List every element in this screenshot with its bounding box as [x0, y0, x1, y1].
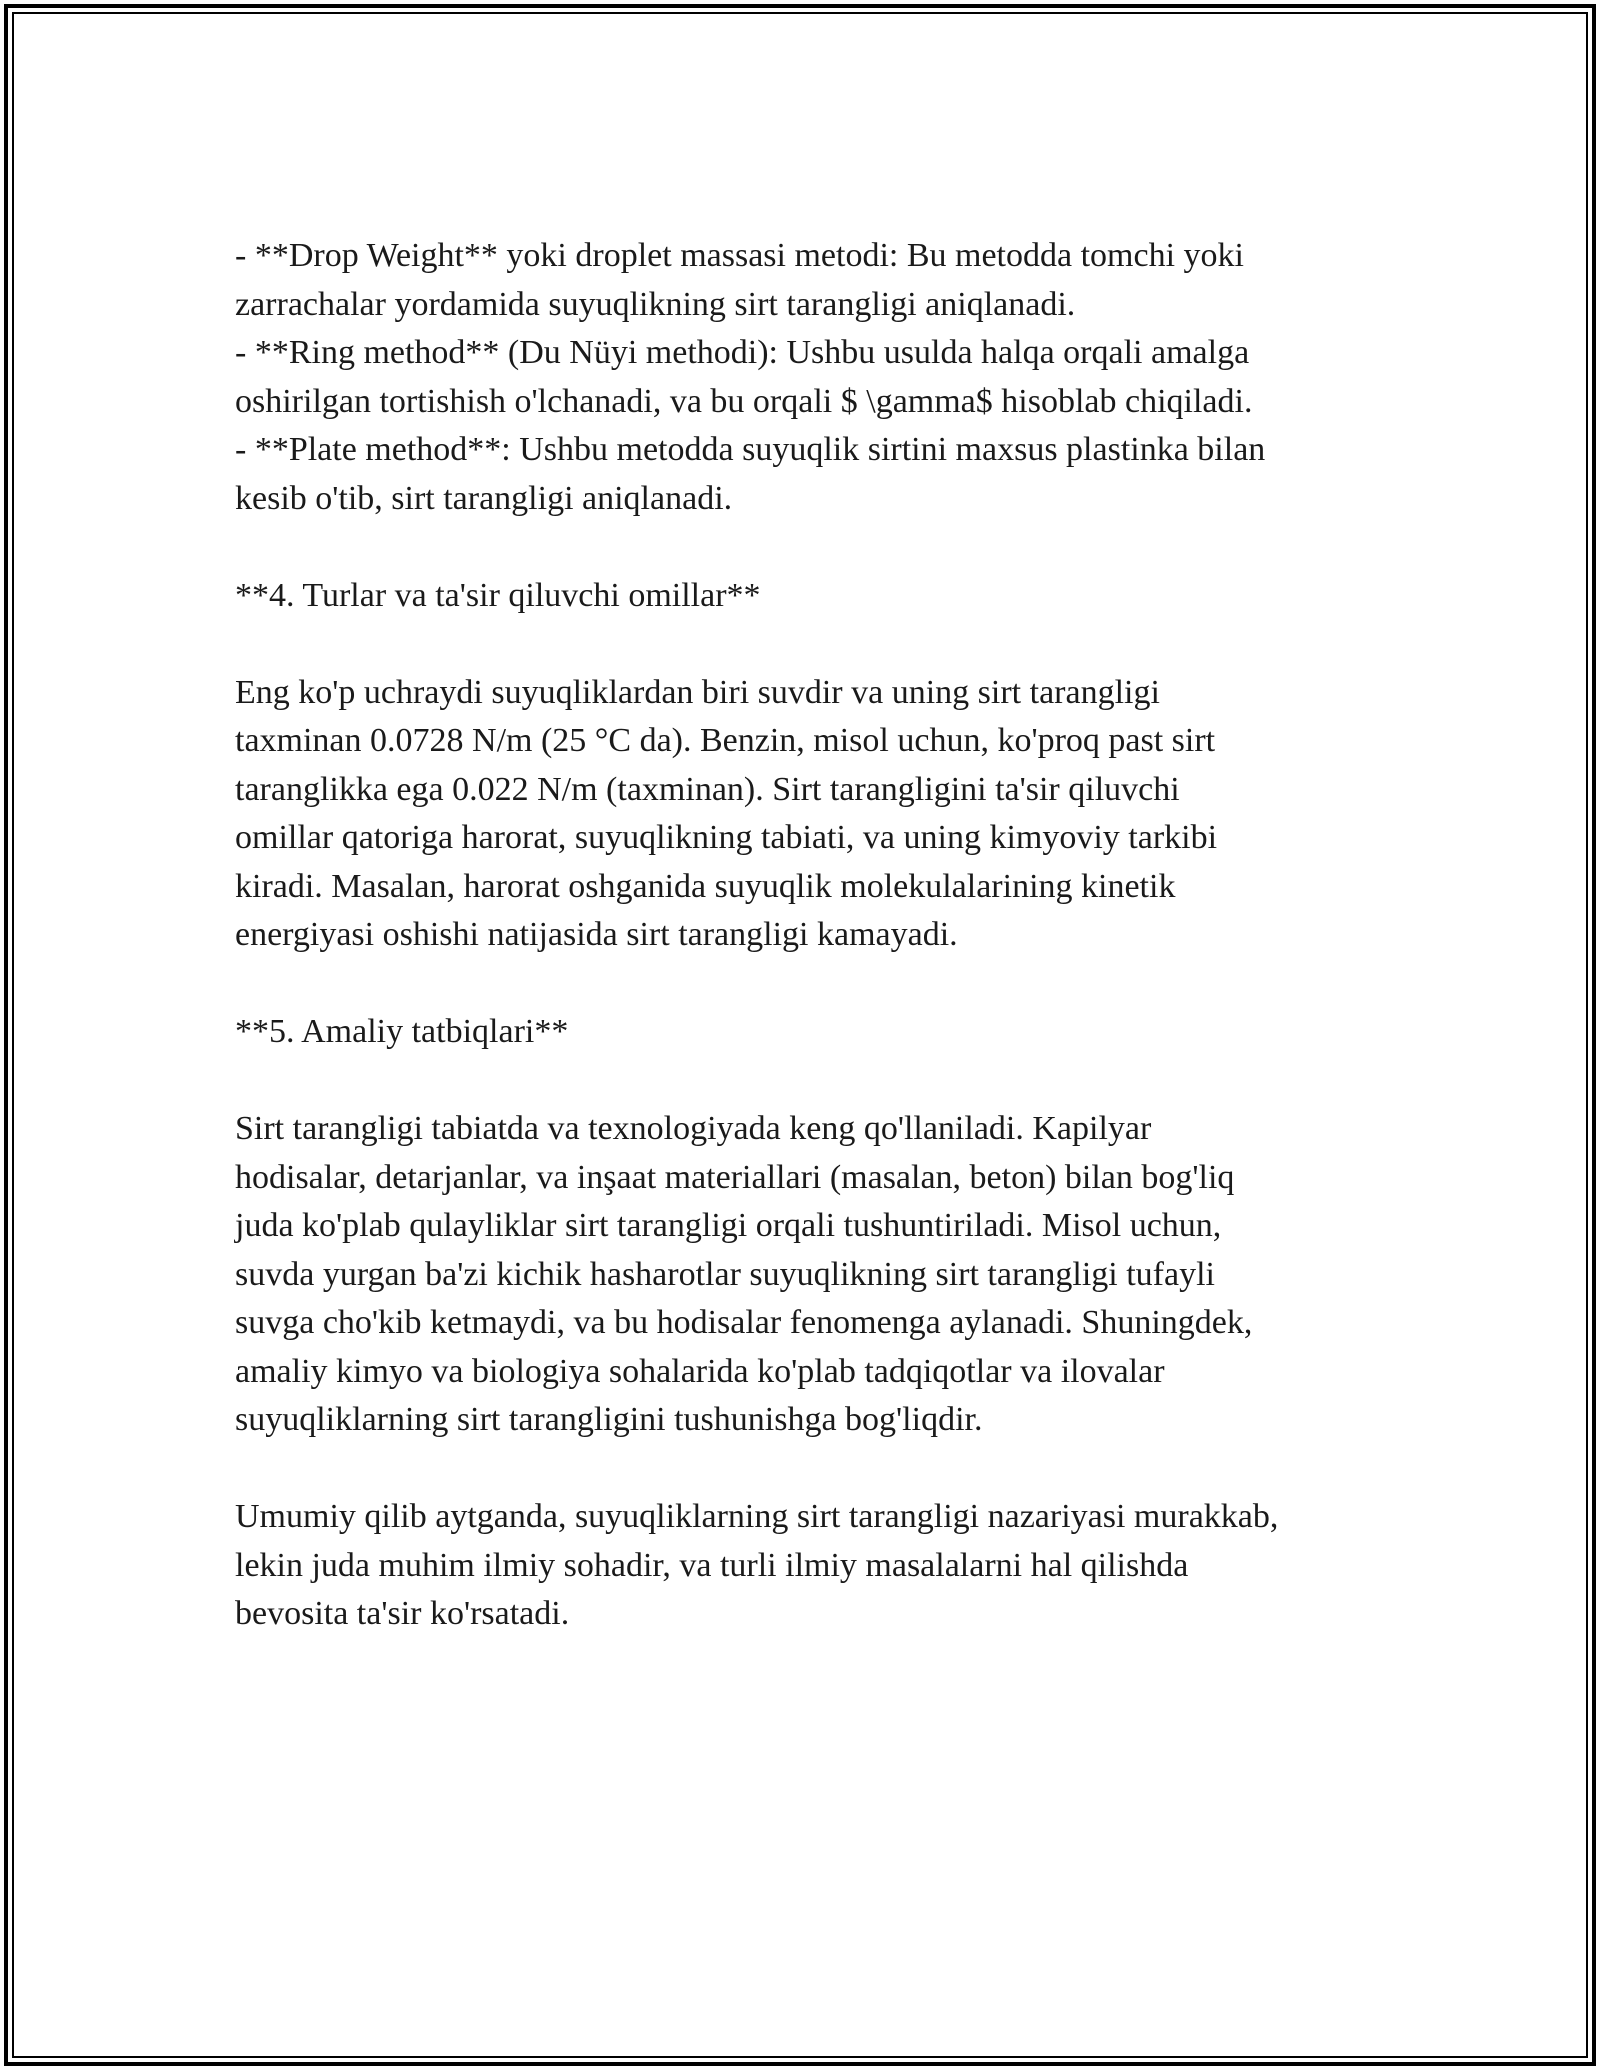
text-line: omillar qatoriga harorat, suyuqlikning tabiati, va uning kimyoviy tarkibi: [235, 819, 1218, 856]
text-line: Eng ko'p uchraydi suyuqliklardan biri suvdir va uning sirt tarangligi: [235, 673, 1160, 711]
text-line: Umumiy qilib aytganda, suyuqliklarning sirt tarangligi nazariyasi murakkab,: [235, 1498, 1279, 1535]
text-line: energiyasi oshishi natijasida sirt tarangligi kamayadi.: [235, 916, 958, 953]
paragraph-gap: [235, 620, 1385, 669]
text-line: zarrachalar yordamida suyuqlikning sirt tarangligi aniqlanadi.: [235, 285, 1076, 323]
text-line: bevosita ta'sir ko'rsatadi.: [235, 1595, 570, 1632]
paragraph-gap: [235, 1057, 1385, 1106]
text-line: - **Plate method**: Ushbu metodda suyuqlik sirtini maxsus plastinka bilan: [235, 431, 1266, 468]
text-line: taxminan 0.0728 N/m (25 °C da). Benzin, misol uchun, ko'proq past sirt: [235, 722, 1216, 759]
text-line: suvga cho'kib ketmaydi, va bu hodisalar fenomenga aylanadi. Shuningdek,: [235, 1304, 1253, 1341]
text-line: oshirilgan tortishish o'lchanadi, va bu orqali $ \gamma$ hisoblab chiqiladi.: [235, 382, 1253, 420]
paragraph-gap: [235, 960, 1385, 1009]
text-line: lekin juda muhim ilmiy sohadir, va turli ilmiy masalalarni hal qilishda: [235, 1546, 1189, 1584]
text-line: Sirt tarangligi tabiatda va texnologiyada keng qo'llaniladi. Kapilyar: [235, 1110, 1152, 1147]
section-heading: **5. Amaliy tatbiqlari**: [235, 1013, 569, 1050]
text-line: hodisalar, detarjanlar, va inşaat materiallari (masalan, beton) bilan bog'liq: [235, 1158, 1235, 1196]
text-line: juda ko'plab qulayliklar sirt tarangligi orqali tushuntiriladi. Misol uchun,: [235, 1207, 1222, 1244]
text-line: taranglikka ega 0.022 N/m (taxminan). Sirt tarangligini ta'sir qiluvchi: [235, 770, 1180, 808]
text-line: - **Ring method** (Du Nüyi methodi): Ushbu usulda halqa orqali amalga: [235, 334, 1250, 371]
text-line: kiradi. Masalan, harorat oshganida suyuqlik molekulalarining kinetik: [235, 867, 1176, 905]
text-line: - **Drop Weight** yoki droplet massasi metodi: Bu metodda tomchi yoki: [235, 237, 1244, 274]
text-line: suyuqliklarning sirt tarangligini tushunishga bog'liqdir.: [235, 1401, 983, 1438]
text-line: amaliy kimyo va biologiya sohalarida ko'plab tadqiqotlar va ilovalar: [235, 1352, 1165, 1390]
text-line: suvda yurgan ba'zi kichik hasharotlar suyuqlikning sirt tarangligi tufayli: [235, 1255, 1215, 1293]
paragraph-gap: [235, 1445, 1385, 1494]
paragraph-gap: [235, 523, 1385, 572]
document-body: [235, 232, 1385, 1639]
text-line: kesib o'tib, sirt tarangligi aniqlanadi.: [235, 479, 733, 517]
section-heading: **4. Turlar va ta'sir qiluvchi omillar**: [235, 576, 761, 614]
